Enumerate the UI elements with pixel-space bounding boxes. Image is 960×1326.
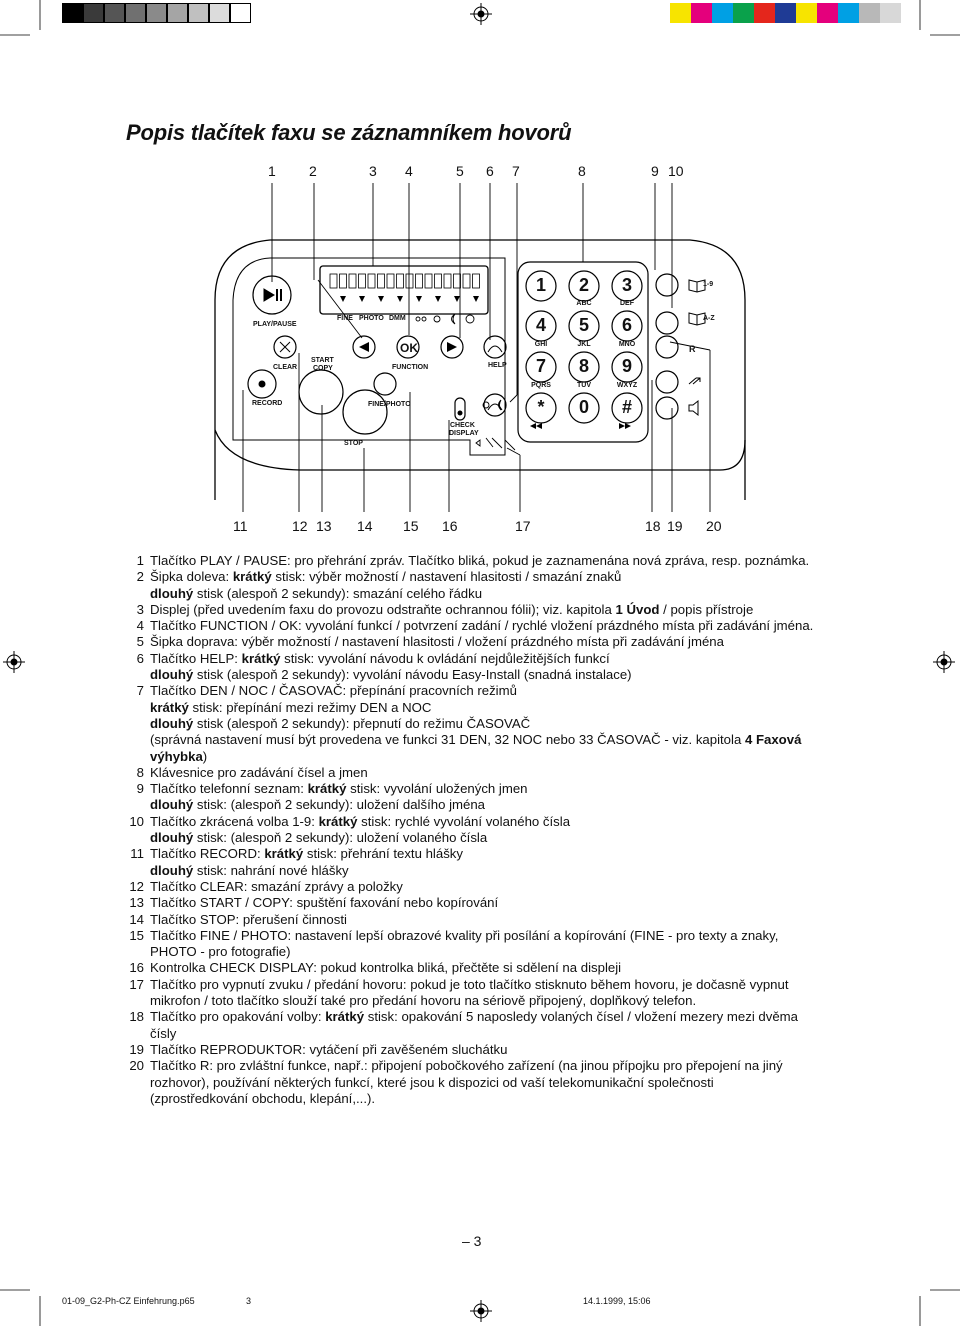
display-indicator	[473, 296, 479, 302]
description-number: 13	[129, 895, 144, 911]
description-number: 7	[136, 683, 144, 699]
description-text: Šipka doprava: výběr možností / nastavení hlasitosti / vložení prázdného místa při zadávání jména	[150, 634, 724, 650]
display-cell	[378, 274, 385, 288]
description-text: výhybka)	[150, 748, 208, 764]
mute-transfer-icon	[476, 438, 515, 450]
description-line	[118, 879, 848, 895]
description-text: Tlačítko START / COPY: spuštění faxování nebo kopírování	[150, 895, 499, 911]
keypad-key-label: 2	[578, 275, 589, 295]
display-cell	[454, 274, 461, 288]
speaker-button	[656, 397, 678, 419]
description-text: Tlačítko pro vypnutí zvuku / předání hovoru: pokud je toto tlačítko stisknuto během hovoru, je dočasně vypnut	[150, 976, 789, 992]
description-text: rozhovor), používání některých funkcí, které jsou k dispozici od vaší telekomunikační společnosti	[150, 1074, 714, 1090]
description-number	[118, 667, 150, 683]
footer-file: 01-09_G2-Ph-CZ Einfehrung.p65	[62, 1296, 195, 1306]
description-number	[118, 749, 150, 765]
label-r: R	[689, 344, 696, 354]
callout-number: 19	[667, 518, 683, 534]
keypad-key-label: 0	[578, 397, 589, 417]
description-number: 16	[129, 960, 144, 976]
display-cell	[387, 274, 394, 288]
description-line	[118, 781, 848, 797]
keypad-key-label: *	[537, 397, 545, 417]
display-indicator	[359, 296, 365, 302]
description-line	[118, 797, 848, 813]
keypad-letters: ABC	[576, 300, 592, 307]
display-cell	[416, 274, 423, 288]
label-fine: FINE	[337, 315, 353, 322]
label-help: HELP	[488, 362, 507, 369]
description-text: Displej (před uvedením faxu do provozu odstraňte ochrannou fólii); viz. kapitola 1 Úvod / popis přístroje	[150, 601, 754, 617]
description-text: PHOTO - pro fotografie)	[150, 944, 291, 960]
label-check: CHECK	[450, 422, 475, 429]
display-cell	[444, 274, 451, 288]
description-number	[118, 1075, 150, 1091]
label-dmm: DMM	[389, 315, 406, 322]
label-book-19: 1-9	[703, 281, 714, 288]
description-line	[118, 846, 848, 862]
description-number	[118, 716, 150, 732]
display-cell	[349, 274, 356, 288]
description-number	[118, 863, 150, 879]
description-text: dlouhý stisk (alespoň 2 sekundy): přepnutí do režimu ČASOVAČ	[150, 715, 531, 731]
description-number	[118, 830, 150, 846]
description-text: Tlačítko pro opakování volby: krátký stisk: opakování 5 naposledy volaných čísel / vložení mezery mezi dvěma	[150, 1009, 799, 1025]
callout-number: 12	[292, 518, 308, 534]
keypad-arrows	[530, 423, 631, 429]
description-number	[118, 1026, 150, 1042]
keypad-key-label: 9	[621, 356, 632, 376]
callout-number: 3	[369, 163, 377, 179]
description-number: 9	[136, 781, 144, 797]
description-number: 15	[129, 927, 144, 943]
description-line	[118, 1091, 848, 1107]
callout-number: 7	[512, 163, 520, 179]
footer-page: 3	[246, 1296, 252, 1306]
description-line	[118, 928, 848, 944]
description-text: Tlačítko STOP: přerušení činnosti	[150, 911, 347, 927]
display-cell	[463, 274, 470, 288]
display-indicator	[378, 296, 384, 302]
label-copy: COPY	[313, 365, 333, 372]
label-stop: STOP	[344, 440, 363, 447]
keypad-letters: TUV	[577, 382, 591, 389]
description-line	[118, 830, 848, 846]
description-number: 12	[129, 878, 144, 894]
description-number: 20	[129, 1058, 144, 1074]
label-start: START	[311, 357, 334, 364]
callout-number: 15	[403, 518, 419, 534]
description-line	[118, 977, 848, 993]
description-number	[118, 797, 150, 813]
description-line	[118, 602, 848, 618]
display-indicator	[340, 296, 346, 302]
description-line	[118, 1058, 848, 1074]
keypad-key-label: 4	[535, 315, 546, 335]
description-text: dlouhý stisk (alespoň 2 sekundy): smazání celého řádku	[150, 585, 483, 601]
record-icon	[259, 381, 266, 388]
check-display-led	[455, 398, 465, 420]
description-text: Šipka doleva: krátký stisk: výběr možností / nastavení hlasitosti / smazání znaků	[150, 569, 622, 585]
keypad-key-label: 6	[621, 315, 632, 335]
callout-number: 16	[442, 518, 458, 534]
description-line	[118, 814, 848, 830]
label-record: RECORD	[252, 400, 283, 407]
description-line	[118, 667, 848, 683]
display-cell	[397, 274, 404, 288]
keypad-letters: PQRS	[531, 382, 551, 389]
description-number	[118, 586, 150, 602]
description-text: dlouhý stisk: (alespoň 2 sekundy): uložení volaného čísla	[150, 830, 488, 846]
callout-number: 18	[645, 518, 661, 534]
description-line	[118, 912, 848, 928]
display-cell	[425, 274, 432, 288]
description-text: Klávesnice pro zadávání čísel a jmen	[150, 764, 368, 780]
description-line	[118, 944, 848, 960]
callout-number: 14	[357, 518, 373, 534]
display-cell	[330, 274, 337, 288]
stop-button	[343, 390, 387, 434]
display-indicator	[397, 296, 403, 302]
description-text: Tlačítko telefonní seznam: krátký stisk: vyvolání uložených jmen	[150, 781, 528, 797]
description-text: Tlačítko zkrácená volba 1-9: krátký stisk: rychlé vyvolání volaného čísla	[150, 813, 571, 829]
label-play-pause: PLAY/PAUSE	[253, 321, 297, 328]
speed-dial-button	[656, 312, 678, 334]
description-text: Tlačítko R: pro zvláštní funkce, např.: připojení pobočkového zařízení (na jinou přípojku pro přepojení na jiný	[150, 1058, 783, 1074]
description-text: Tlačítko FINE / PHOTO: nastavení lepší obrazové kvality při posílání a kopírování (FINE - pro texty a znaky,	[150, 927, 779, 943]
description-number: 14	[129, 911, 144, 927]
description-number	[118, 1091, 150, 1107]
description-text: dlouhý stisk (alespoň 2 sekundy): vyvolání návodu Easy-Install (snadná instalace)	[150, 667, 632, 683]
description-line	[118, 569, 848, 585]
keypad-letters: DEF	[620, 300, 634, 307]
callout-number: 4	[405, 163, 413, 179]
description-number	[118, 944, 150, 960]
description-line	[118, 895, 848, 911]
description-number: 2	[136, 569, 144, 585]
clear-x-icon	[280, 342, 290, 352]
button-descriptions	[118, 553, 848, 1107]
callout-number: 5	[456, 163, 464, 179]
label-display: DISPLAY	[449, 430, 479, 437]
label-fine-photo: FINE/PHOTO	[368, 401, 411, 408]
keypad-letters: MNO	[618, 341, 636, 348]
label-ok: OK	[400, 341, 418, 355]
description-number: 1	[136, 553, 144, 568]
description-text: Tlačítko HELP: krátký stisk: vyvolání návodu k ovládání nejdůležitějších funkcí	[150, 650, 610, 666]
display-indicator	[454, 296, 460, 302]
description-number: 19	[129, 1041, 144, 1057]
callout-number: 11	[233, 518, 248, 534]
description-number	[118, 700, 150, 716]
description-number: 17	[129, 976, 144, 992]
page-number: – 3	[462, 1233, 482, 1249]
description-number: 4	[136, 618, 144, 634]
label-photo: PHOTO	[359, 315, 384, 322]
description-number: 6	[136, 650, 144, 666]
display-cell	[359, 274, 366, 288]
description-text: Tlačítko PLAY / PAUSE: pro přehrání zpráv. Tlačítko bliká, pokud je zaznamenána nová zpráva, resp. poznámka.	[150, 553, 810, 568]
description-text: dlouhý stisk: nahrání nové hlášky	[150, 862, 349, 878]
display-cell	[435, 274, 442, 288]
speaker-icon	[689, 401, 698, 415]
description-line	[118, 1042, 848, 1058]
keypad-letters: JKL	[577, 341, 591, 348]
callout-number: 8	[578, 163, 586, 179]
description-line	[118, 1075, 848, 1091]
description-line	[118, 1026, 848, 1042]
keypad-key-label: 7	[535, 356, 546, 376]
description-line	[118, 1009, 848, 1025]
keypad-letters: GHI	[534, 341, 548, 348]
label-function: FUNCTION	[392, 364, 429, 371]
description-text: Kontrolka CHECK DISPLAY: pokud kontrolka bliká, přečtěte si sdělení na displeji	[150, 960, 622, 976]
display-cell	[406, 274, 413, 288]
redial-icon	[689, 378, 700, 384]
description-text: (zprostředkování obchodu, klepání,...).	[150, 1090, 376, 1106]
callout-number: 2	[309, 163, 317, 179]
display-cell	[340, 274, 347, 288]
keypad-key-label: 1	[535, 275, 546, 295]
panel-lower-edge	[215, 430, 745, 470]
description-line	[118, 732, 848, 748]
check-led-dot	[458, 411, 463, 416]
display-cell	[473, 274, 480, 288]
play-pause-icon	[264, 289, 274, 301]
footer-date: 14.1.1999, 15:06	[583, 1296, 651, 1306]
keypad-key-label: #	[621, 397, 632, 417]
description-text: krátký stisk: přepínání mezi režimy DEN a NOC	[150, 699, 432, 715]
description-number	[118, 993, 150, 1009]
description-line	[118, 765, 848, 781]
callout-number: 13	[316, 518, 332, 534]
callout-number: 1	[268, 163, 276, 179]
redial-button	[656, 371, 678, 393]
tape-icon	[416, 317, 420, 321]
description-text: dlouhý stisk: (alespoň 2 sekundy): uložení dalšího jména	[150, 797, 485, 813]
description-text: Tlačítko FUNCTION / OK: vyvolání funkcí / potvrzení zadání / rychlé vložení prázdného místa při zadávání jména.	[150, 618, 814, 634]
label-book-az: A-Z	[703, 315, 715, 322]
help-button	[484, 336, 506, 358]
callout-number: 6	[486, 163, 494, 179]
description-text: Tlačítko DEN / NOC / ČASOVAČ: přepínání pracovních režimů	[150, 683, 517, 699]
description-line	[118, 683, 848, 699]
display-indicator	[435, 296, 441, 302]
description-number: 18	[129, 1009, 144, 1025]
description-text: čísly	[150, 1025, 177, 1041]
description-line	[118, 651, 848, 667]
right-arrow-icon	[447, 342, 457, 352]
description-number: 8	[136, 764, 144, 780]
description-line	[118, 553, 848, 569]
description-number: 11	[130, 846, 144, 862]
keypad-key-label: 3	[621, 275, 632, 295]
keypad-key-label: 5	[578, 315, 589, 335]
label-clear: CLEAR	[273, 364, 298, 371]
callout-number: 10	[668, 163, 684, 179]
description-text: Tlačítko RECORD: krátký stisk: přehrání textu hlášky	[150, 846, 463, 862]
description-number	[118, 732, 150, 748]
display-cell	[368, 274, 375, 288]
timer-icon	[466, 315, 474, 323]
r-button	[656, 336, 678, 358]
left-arrow-icon	[359, 342, 369, 352]
description-line	[118, 700, 848, 716]
moon-icon	[452, 314, 456, 324]
fine-photo-button	[374, 373, 396, 395]
description-line	[118, 618, 848, 634]
start-copy-button	[299, 370, 343, 414]
sun-icon	[434, 316, 440, 322]
keypad-letters: WXYZ	[616, 382, 638, 389]
day-night-button	[484, 394, 506, 416]
phonebook-button	[656, 274, 678, 296]
callout-number: 17	[515, 518, 531, 534]
description-line	[118, 993, 848, 1009]
description-number: 5	[136, 634, 144, 650]
display-indicator	[416, 296, 422, 302]
description-line	[118, 586, 848, 602]
callout-number: 9	[651, 163, 659, 179]
help-icon	[488, 346, 502, 352]
description-text: Tlačítko REPRODUKTOR: vytáčení při zavěšeném sluchátku	[150, 1041, 508, 1057]
keypad-key-label: 8	[578, 356, 589, 376]
description-line	[118, 634, 848, 650]
description-text: mikrofon / toto tlačítko slouží také pro předání hovoru na sériově připojený, doplňkový telefon.	[150, 993, 697, 1009]
page-title: Popis tlačítek faxu se záznamníkem hovorů	[126, 120, 572, 145]
display	[320, 266, 488, 314]
description-line	[118, 716, 848, 732]
description-line	[118, 960, 848, 976]
description-text: (správná nastavení musí být provedena ve funkci 31 DEN, 32 NOC nebo 33 ČASOVAČ - viz. kapitola 4 Faxová	[150, 732, 802, 748]
description-text: Tlačítko CLEAR: smazání zprávy a položky	[150, 878, 403, 894]
description-number: 3	[136, 601, 144, 617]
description-line	[118, 749, 848, 765]
description-number: 10	[129, 813, 144, 829]
callout-number: 20	[706, 518, 722, 534]
description-line	[118, 863, 848, 879]
